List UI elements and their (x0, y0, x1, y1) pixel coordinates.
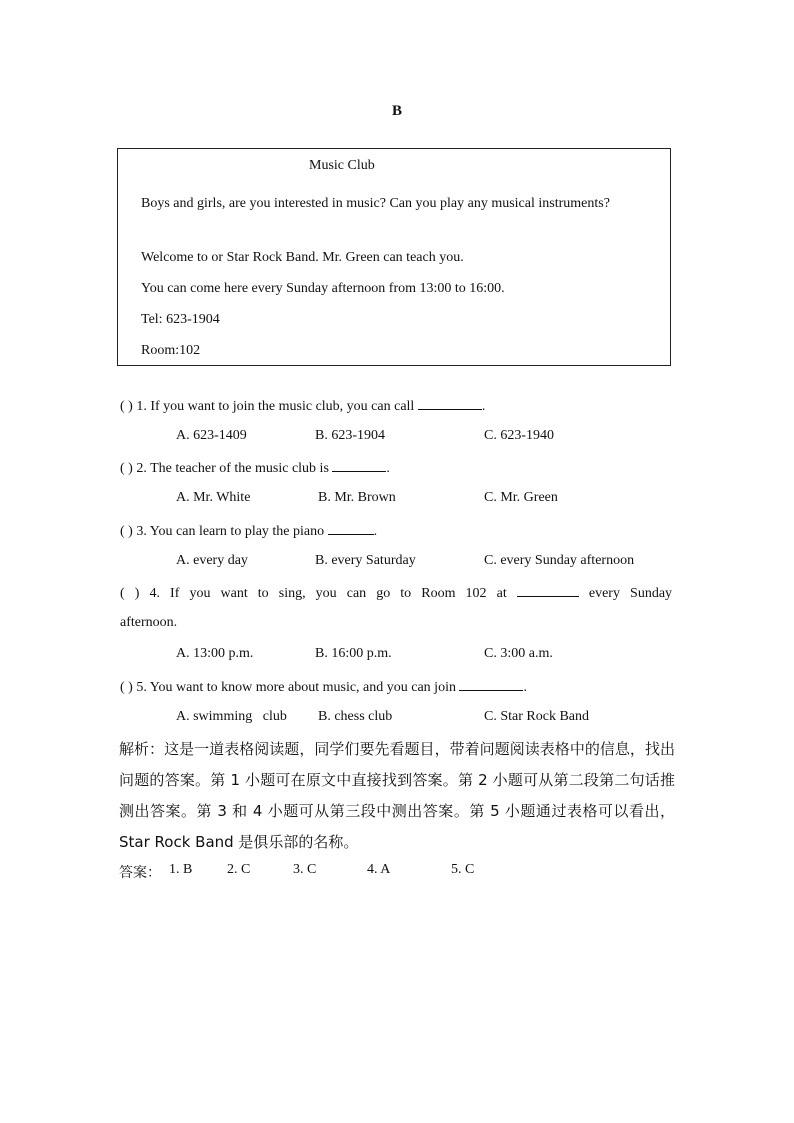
question-text: 3. You can learn to play the piano (136, 524, 325, 539)
answer-paren[interactable]: ( ) (120, 461, 133, 476)
option-b[interactable]: B. 16:00 p.m. (315, 646, 392, 661)
section-label: B (391, 103, 402, 119)
option-c[interactable]: C. every Sunday afternoon (484, 553, 635, 568)
question-3 (120, 522, 377, 540)
question-tail: . (481, 399, 486, 414)
option-b[interactable]: B. 623-1904 (315, 428, 385, 443)
option-c[interactable]: C. Star Rock Band (484, 709, 589, 724)
option-c[interactable]: C. Mr. Green (484, 490, 558, 505)
question-2 (120, 459, 390, 477)
option-a[interactable]: A. 13:00 p.m. (176, 646, 254, 661)
notice-paragraph-intro: Boys and girls, are you interested in music? Can you play any musical instruments? (141, 196, 610, 211)
option-c[interactable]: C. 623-1940 (484, 428, 554, 443)
answer-paren[interactable]: ( ) (120, 524, 133, 539)
question-tail: . (386, 461, 390, 476)
option-b[interactable]: B. every Saturday (315, 553, 416, 568)
answer-item: 4. A (367, 862, 391, 877)
option-a[interactable]: A. every day (176, 553, 248, 568)
notice-time-line: You can come here every Sunday afternoon from 13:00 to 16:00. (141, 281, 505, 296)
answer-item: 5. C (451, 862, 475, 877)
option-a[interactable]: A. swimming club (176, 709, 287, 724)
answer-paren[interactable]: ( ) (120, 680, 133, 695)
question-text: 2. The teacher of the music club is (136, 461, 329, 476)
analysis-paragraph: 解析：这是一道表格阅读题，同学们要先看题目，带着问题阅读表格中的信息，找出问题的答案。第 1 小题可在原文中直接找到答案。第 2 小题可从第二段第二句话推测出答案。第 3 和 4 小题可从第三段中测出答案。第 5 小题通过表格可以看出，Star Rock Band 是俱乐部的名称。 (119, 740, 675, 851)
option-b[interactable]: B. chess club (318, 709, 393, 724)
answer-item: 2. C (227, 862, 251, 877)
answer-paren[interactable]: ( ) (120, 586, 140, 601)
answer-blank[interactable] (418, 397, 482, 410)
option-b[interactable]: B. Mr. Brown (318, 490, 396, 505)
question-tail: every Sunday (588, 586, 673, 601)
answer-blank[interactable] (328, 522, 374, 535)
notice-tel-line: Tel: 623-1904 (141, 312, 220, 327)
question-text: 5. You want to know more about music, and you can join (136, 680, 456, 695)
option-a[interactable]: A. Mr. White (176, 490, 251, 505)
notice-title: Music Club (309, 158, 375, 173)
question-4-continuation: afternoon. (120, 615, 178, 630)
answer-key-label: 答案： (119, 865, 161, 881)
option-a[interactable]: A. 623-1409 (176, 428, 247, 443)
option-c[interactable]: C. 3:00 a.m. (484, 646, 553, 661)
question-tail: . (523, 680, 527, 695)
answer-blank[interactable] (459, 678, 523, 691)
music-club-notice (117, 148, 671, 366)
answer-blank[interactable] (332, 459, 386, 472)
question-4 (120, 584, 672, 602)
answer-item: 3. C (293, 862, 317, 877)
answer-paren[interactable]: ( ) (120, 399, 133, 414)
notice-room-line: Room:102 (141, 343, 201, 358)
question-text: 1. If you want to join the music club, you can call (136, 399, 415, 414)
notice-welcome-line: Welcome to or Star Rock Band. Mr. Green can teach you. (141, 250, 464, 265)
question-1 (120, 397, 485, 415)
answer-item: 1. B (169, 862, 193, 877)
answer-blank[interactable] (517, 584, 579, 597)
question-5 (120, 678, 527, 696)
question-tail: . (373, 524, 378, 539)
question-text: 4. If you want to sing, you can go to Room 102 at (149, 586, 507, 601)
